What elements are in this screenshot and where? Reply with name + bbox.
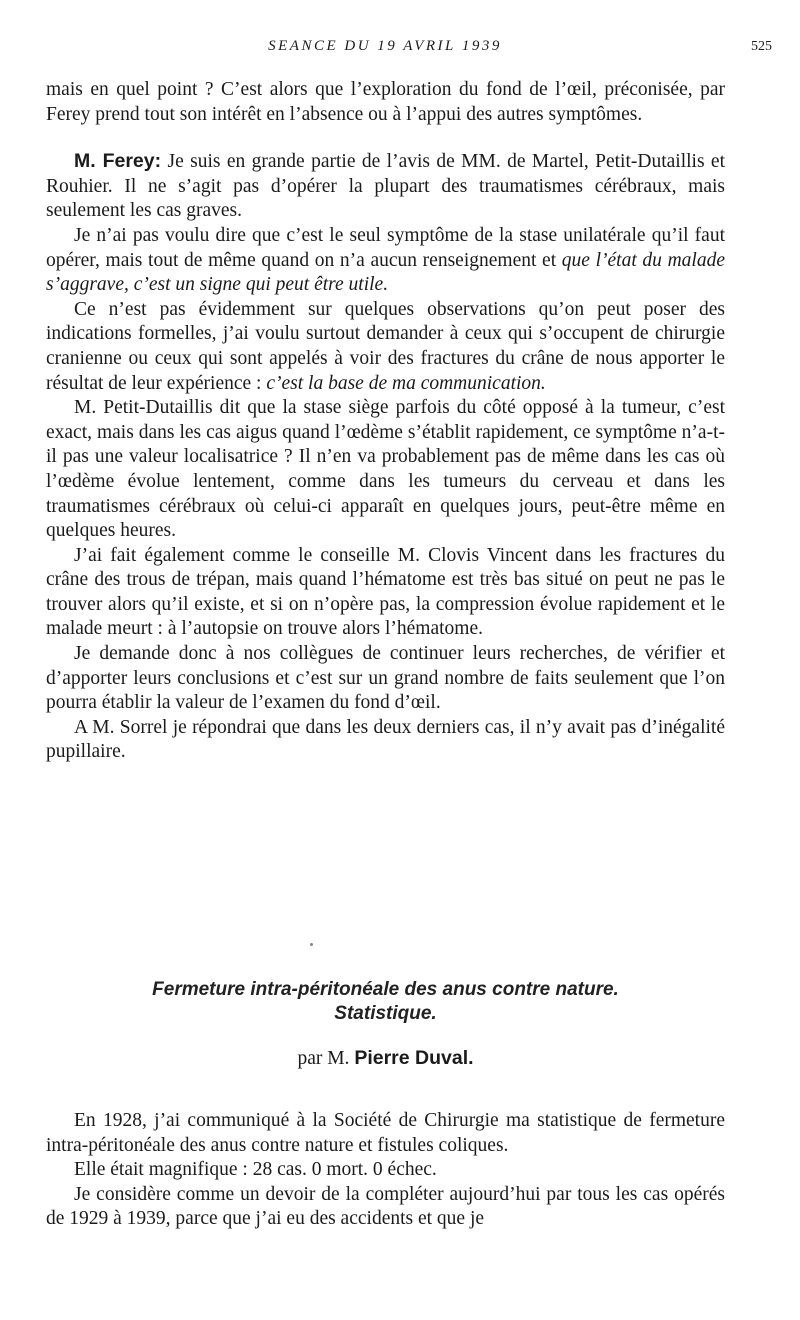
paragraph-text: Je suis en grande partie de l’avis de MM. de Martel, Petit-Dutaillis et Rouhier. Il ne s’agit pas d’opérer la plupart des traumatismes cérébraux, mais seulement les cas graves. [46,151,725,222]
article-title-line: Statistique. [334,1003,437,1024]
paragraph-petit-dutaillis: M. Petit-Dutaillis dit que la stase siège parfois du côté opposé à la tumeur, c’est exact, mais dans les cas aigus quand l’œdème s’établit rapidement, ce symptôme n’a-t-il pas une valeur localisatrice ? Il n’en va probablement pas de même dans les cas où l’œdème évolue lentement, comme dans les tumeurs du cerveau et dans les traumatismes cérébraux où celui-ci apparaît en quelques jours, peut-être même en quelques heures. [46,397,725,542]
paragraph-ferey-reply [46,149,725,224]
paragraph-sorrel: A M. Sorrel je répondrai que dans les deux derniers cas, il n’y avait pas d’inégalité pupillaire. [46,716,725,763]
article-title-line: Fermeture intra-péritonéale des anus contre nature. [152,979,619,1000]
article-paragraph: Elle était magnifique : 28 cas. 0 mort. 0 échec. [74,1159,437,1181]
italic-emphasis: que l’état du malade s’aggrave, c’est un signe qui peut être utile. [46,249,725,296]
byline-prefix: par M. [297,1048,355,1069]
paragraph-indications [46,298,725,396]
separator-dot [310,943,313,946]
speaker-name: M. Ferey: [74,150,162,173]
italic-emphasis: c’est la base de ma communication. [266,372,546,394]
paragraph-continuation: mais en quel point ? C’est alors que l’exploration du fond de l’œil, préconisée, par Ferey prend tout son intérêt en l’absence ou à l’appui des autres symptômes. [46,79,725,125]
article-paragraph: En 1928, j’ai communiqué à la Société de Chirurgie ma statistique de fermeture intra-péritonéale des anus contre nature et fistules coliques. [46,1110,725,1156]
paragraph-text: Ce n’est pas évidemment sur quelques observations qu’on peut poser des indications formelles, j’ai voulu surtout demander à ceux qui s’occupent de chirurgie cranienne ou ceux qui sont appelés à voir des fractures du crâne de nous apporter le résultat de leur expérience : [46,298,725,394]
article-title [46,978,725,1026]
author-name: Pierre Duval. [354,1047,474,1069]
paragraph-trepan: J’ai fait également comme le conseille M. Clovis Vincent dans les fractures du crâne des trous de trépan, mais quand l’hématome est très bas situé on peut ne pas le trouver alors qu’il existe, et si on n’opère pas, la compression évolue rapidement et le malade meurt : à l’autopsie on trouve alors l’hématome. [46,544,725,640]
running-title: SEANCE DU 19 AVRIL 1939 [268,38,502,54]
discussion-body [46,78,725,765]
page-number: 525 [751,39,772,54]
paragraph-request: Je demande donc à nos collègues de continuer leurs recherches, de vérifier et d’apporter leurs conclusions et c’est sur un grand nombre de faits seulement que l’on pourra établir la valeur de l’examen du fond d’œil. [46,643,725,714]
article-paragraph: Je considère comme un devoir de la compléter aujourd’hui par tous les cas opérés de 1929 à 1939, parce que j’ai eu des accidents et que je [46,1183,725,1230]
paragraph-stase [46,224,725,298]
paragraph-text: Je n’ai pas voulu dire que c’est le seul symptôme de la stase unilatérale qu’il faut opérer, mais tout de même quand on n’a aucun renseignement et [46,224,725,271]
article-body [46,1109,725,1232]
running-header [0,38,800,60]
byline [46,1047,725,1070]
